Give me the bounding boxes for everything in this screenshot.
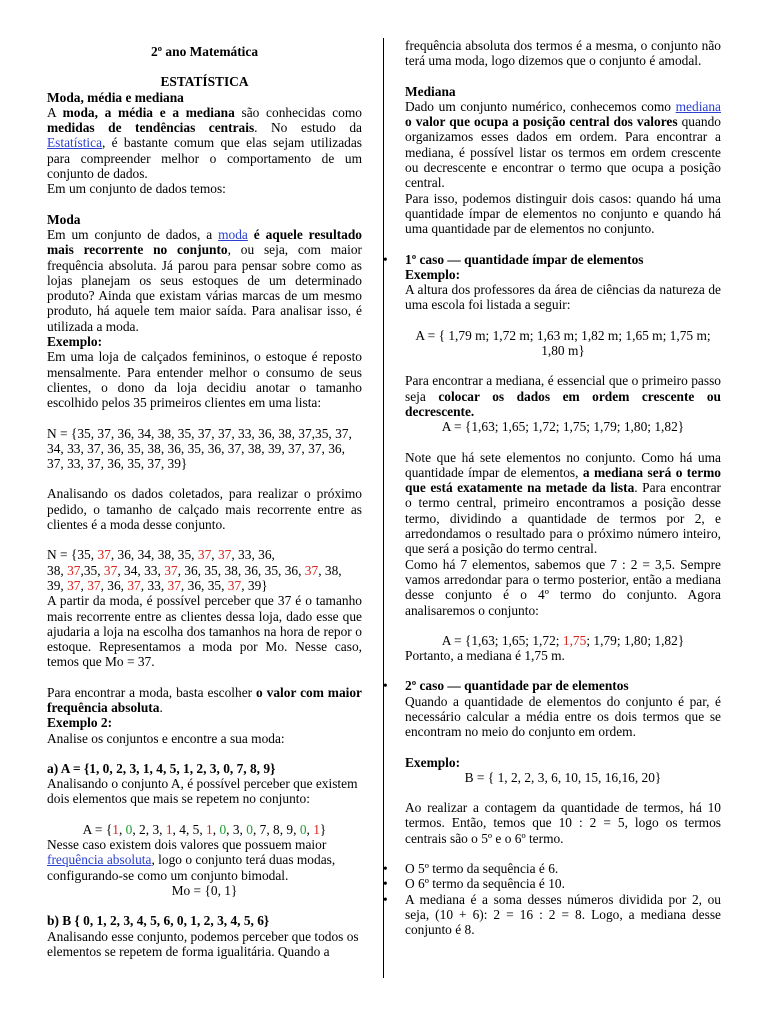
exemplo-label-right: Exemplo: — [405, 266, 461, 282]
n-set-colored: N = {35, 37, 36, 34, 38, 35, 37, 37, 33, 36, 38, 37,35, 37, 34, 33, 37, 36, 35, 38, 36, 35, 36, 37, 38, 39, 37, 37, 36, 37, 33, 37, 36, 35, 37, 39} — [47, 547, 342, 593]
continued-paragraph: frequência absoluta dos termos é a mesma, o conjunto não terá uma moda, logo dizemos que o conjunto é amodal. — [405, 38, 721, 69]
ordenar-paragraph: Para encontrar a mediana, é essencial que o primeiro passo seja colocar os dados em ordem crescente ou decrescente. — [405, 373, 721, 419]
exemplo2-label: Exemplo 2: — [47, 715, 113, 731]
column-divider — [383, 38, 384, 978]
section-title: ESTATÍSTICA — [160, 74, 249, 90]
como-paragraph: Como há 7 elementos, sabemos que 7 : 2 = 3,5. Sempre vamos arredondar para o termo posterior, então a mediana desse conjunto é o 4º termo do conjunto. Agora analisaremos o conjunto: — [405, 556, 721, 618]
exemplo2-label-right: Exemplo: — [405, 754, 461, 770]
bullet-1: • O 5º termo da sequência é 6. — [405, 861, 721, 876]
page-header: 2º ano Matemática — [150, 44, 259, 59]
bullet-3: • A mediana é a soma desses números dividida por 2, ou seja, (10 + 6): 2 = 16 : 2 = 8. Logo, a mediana desse conjunto é 8. — [405, 892, 721, 938]
n-set-plain: N = {35, 37, 36, 34, 38, 35, 37, 37, 33, 36, 38, 37,35, 37, 34, 33, 37, 36, 35, 38, 36, 35, 36, 37, 38, 39, 37, 37, 36, 37, 33, 37, 36, 35, 37, 39} — [47, 425, 352, 472]
alturas-line-1: A = { 1,79 m; 1,72 m; 1,63 m; 1,82 m; 1,65 m; 1,75 m; — [415, 327, 711, 343]
bullet-2: • O 6º termo da sequência é 10. — [405, 876, 721, 891]
caso2-title: • 2º caso — quantidade par de elementos — [405, 678, 721, 693]
moda-title: Moda — [47, 211, 81, 227]
set-a-title: a) A = {1, 0, 2, 3, 1, 4, 5, 1, 2, 3, 0, 7, 8, 9} — [47, 760, 276, 776]
set-a-text: Analisando o conjunto A, é possível perceber que existem dois elementos que mais se repetem no conjunto: — [47, 776, 358, 807]
right-column — [405, 38, 721, 938]
partir-paragraph: A partir da moda, é possível perceber que 37 é o tamanho mais recorrente entre as clientes dessa loja, dado esse que ajudaria a loja na escolha dos tamanhos na hora de repor o estoque. Representamos a moda por Mo. Nesse caso, temos que Mo = 37. — [47, 593, 362, 670]
link-frequencia-absoluta[interactable]: frequência absoluta — [47, 852, 152, 868]
set-a-result: Nesse caso existem dois valores que possuem maior frequência absoluta, logo o conjunto terá duas modas, configurando-se como um conjunto bimodal. — [47, 837, 336, 883]
set-b-title: b) B { 0, 1, 2, 3, 4, 5, 6, 0, 1, 2, 3, 4, 5, 6} — [47, 913, 270, 929]
set-b-text: Analisando esse conjunto, podemos perceber que todos os elementos se repetem de forma igualitária. Quando a — [47, 928, 359, 959]
encontrar-paragraph: Para encontrar a moda, basta escolher o valor com maior frequência absoluta. — [47, 684, 362, 715]
exemplo-paragraph: Em uma loja de calçados femininos, o estoque é reposto mensalmente. Para entender melhor o consumo de seus clientes, o dono da loja decidiu anotar o tamanho escolhido pelos 35 primeiros clientes em uma lista: — [47, 349, 362, 411]
link-estatistica[interactable]: Estatística — [47, 135, 103, 151]
set-a-colored: A = {1, 0, 2, 3, 1, 4, 5, 1, 0, 3, 0, 7, 8, 9, 0, 1} — [82, 821, 327, 837]
caso2-text: Quando a quantidade de elementos do conjunto é par, é necessário calcular a média entre os dois termos que se encontram no meio do conjunto em ordem. — [405, 693, 721, 740]
intro-2: Em um conjunto de dados temos: — [47, 181, 226, 197]
link-moda[interactable]: moda — [218, 226, 248, 242]
topic-title: Moda, média e mediana — [47, 89, 184, 105]
caso1-text: A altura dos professores da área de ciências da natureza de uma escola foi listada a seguir: — [405, 282, 721, 313]
mediana-title: Mediana — [405, 83, 456, 99]
set-b: B = { 1, 2, 2, 3, 6, 10, 15, 16,16, 20} — [464, 769, 662, 785]
sete-paragraph: Note que há sete elementos no conjunto. Como há uma quantidade ímpar de elementos, a mediana será o termo que está exatamente na metade da lista. Para encontrar o termo central, primeiro encontramos a posição desse termo, dividindo a quantidade de termos por 2, e arredondamos o resultado para o próximo número inteiro, que será a posição do termo central. — [405, 449, 721, 557]
alturas-line-2: 1,80 m} — [541, 343, 585, 359]
analise-paragraph: Analisando os dados coletados, para realizar o próximo pedido, o tamanho de calçado mais recorrente entre as clientes é a moda desse conjunto. — [47, 486, 362, 533]
casos-paragraph: Para isso, podemos distinguir dois casos: quando há uma quantidade ímpar de elementos no conjunto e quando há uma quantidade par de elementos no conjunto. — [405, 190, 721, 237]
mo-result: Mo = {0, 1} — [171, 882, 238, 898]
intro-paragraph: A moda, a média e a mediana são conhecidas como medidas de tendências centrais. No estudo da Estatística, é bastante comum que elas sejam utilizadas para compreender melhor o comportamento de um conjunto de dados. — [47, 104, 362, 182]
moda-paragraph: Em um conjunto de dados, a moda é aquele resultado mais recorrente no conjunto, ou seja, com maior frequência absoluta. Já parou para pensar sobre como as lojas planejam os seus estoques de um determinado produto? Ainda que existam várias marcas de um mesmo produto, há aquele tem maior saída. Para analisar isso, é utilizada a moda. — [47, 226, 362, 334]
mediana-paragraph: Dado um conjunto numérico, conhecemos como mediana o valor que ocupa a posição central dos valores quando organizamos esses dados em ordem. Para encontrar a mediana, é possível listar os termos em ordem crescente ou decrescente e encontrar o termo que ocupa a posição central. — [405, 98, 721, 191]
link-mediana[interactable]: mediana — [675, 98, 721, 114]
ordenado-set: A = {1,63; 1,65; 1,72; 1,75; 1,79; 1,80; 1,82} — [441, 419, 685, 435]
exemplo2-text: Analise os conjuntos e encontre a sua moda: — [47, 730, 285, 746]
exemplo-label: Exemplo: — [47, 334, 103, 350]
caso1-title: • 1º caso — quantidade ímpar de elementos — [405, 252, 721, 267]
portanto-text: Portanto, a mediana é 1,75 m. — [405, 648, 565, 664]
colored-set: A = {1,63; 1,65; 1,72; 1,75; 1,79; 1,80; 1,82} — [441, 632, 685, 648]
contagem-paragraph: Ao realizar a contagem da quantidade de termos, há 10 termos. Então, temos que 10 : 2 = 5, logo os termos centrais são o 5º e o 6º termo. — [405, 800, 721, 846]
left-column — [47, 44, 362, 959]
